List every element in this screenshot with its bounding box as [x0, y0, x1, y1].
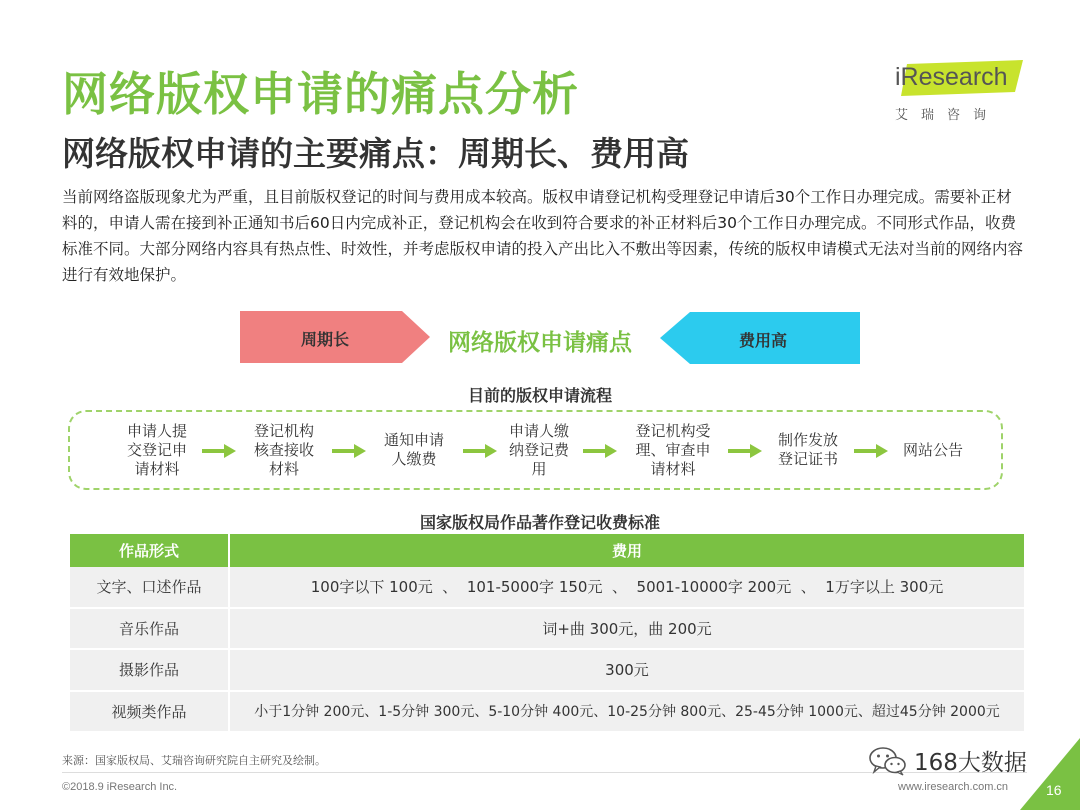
process-step-4: 申请人缴 纳登记费 用 — [508, 421, 569, 478]
arrow-right-icon — [854, 444, 888, 458]
column-header-fee: 费用 — [230, 534, 1024, 567]
watermark-text: 168大数据 — [914, 750, 1027, 776]
page-number: 16 — [1046, 782, 1062, 798]
table-row — [70, 567, 1024, 609]
process-step-1: 申请人提 交登记申 请材料 — [126, 421, 187, 478]
logo-brand: iResearch — [895, 63, 1008, 91]
watermark — [868, 744, 1027, 777]
arrow-right-icon — [463, 444, 497, 458]
arrow-right-icon — [728, 444, 762, 458]
table-cell-form: 音乐作品 — [70, 609, 230, 651]
arrow-right-icon — [202, 444, 236, 458]
table-cell-fee: 300元 — [230, 650, 1024, 692]
fee-table-title: 国家版权局作品著作登记收费标准 — [419, 513, 660, 532]
pain-point-cost: 费用高 — [739, 331, 788, 350]
page-subtitle: 网络版权申请的主要痛点：周期长、费用高 — [62, 134, 689, 173]
table-cell-fee: 小于1分钟 200元、1-5分钟 300元、5-10分钟 400元、10-25分钟 800元、25-45分钟 1000元、超过45分钟 2000元 — [230, 692, 1024, 734]
process-step-7: 网站公告 — [902, 440, 963, 459]
process-step-5: 登记机构受 理、审查申 请材料 — [635, 421, 711, 478]
copyright-text: ©2018.9 iResearch Inc. — [62, 781, 178, 793]
table-row — [70, 609, 1024, 651]
corner-triangle-icon — [1020, 738, 1080, 810]
fee-table — [70, 534, 1024, 733]
pain-point-cycle: 周期长 — [301, 330, 350, 349]
source-note: 来源：国家版权局、艾瑞咨询研究院自主研究及绘制。 — [62, 754, 326, 767]
table-header-row — [70, 534, 1024, 567]
logo-chinese: 艾瑞咨询 — [895, 108, 1000, 123]
iresearch-logo — [893, 60, 1028, 122]
table-cell-fee: 词+曲 300元，曲 200元 — [230, 609, 1024, 651]
process-step-6: 制作发放 登记证书 — [777, 431, 838, 468]
process-title: 目前的版权申请流程 — [467, 386, 612, 405]
table-cell-form: 文字、口述作品 — [70, 567, 230, 609]
table-row — [70, 650, 1024, 692]
table-row — [70, 692, 1024, 734]
pain-point-center-label: 网络版权申请痛点 — [448, 330, 632, 356]
website-link[interactable]: www.iresearch.com.cn — [898, 781, 1009, 793]
process-step-3: 通知申请 人缴费 — [383, 431, 444, 468]
page-title: 网络版权申请的痛点分析 — [62, 67, 579, 121]
intro-paragraph: 当前网络盗版现象尤为严重，且目前版权登记的时间与费用成本较高。版权申请登记机构受理登记申请后30个工作日办理完成。需要补正材料的，申请人需在接到补正通知书后60日内完成补正，登记机构会在收到符合要求的补正材料后30个工作日办理完成。不同形式作品，收费标准不同。大部分网络内容具有热点性、时效性，并考虑版权申请的投入产出比入不敷出等因素，传统的版权申请模式无法对当前的网络内容进行有效地保护。 — [62, 188, 1024, 284]
column-header-form: 作品形式 — [70, 534, 230, 567]
process-step-2: 登记机构 核查接收 材料 — [253, 421, 314, 478]
arrow-right-icon — [583, 444, 617, 458]
table-cell-fee: 100字以下 100元 、 101-5000字 150元 、 5001-10000字 200元 、 1万字以上 300元 — [230, 567, 1024, 609]
arrow-right-icon — [332, 444, 366, 458]
wechat-icon — [868, 745, 908, 777]
table-cell-form: 视频类作品 — [70, 692, 230, 734]
table-cell-form: 摄影作品 — [70, 650, 230, 692]
